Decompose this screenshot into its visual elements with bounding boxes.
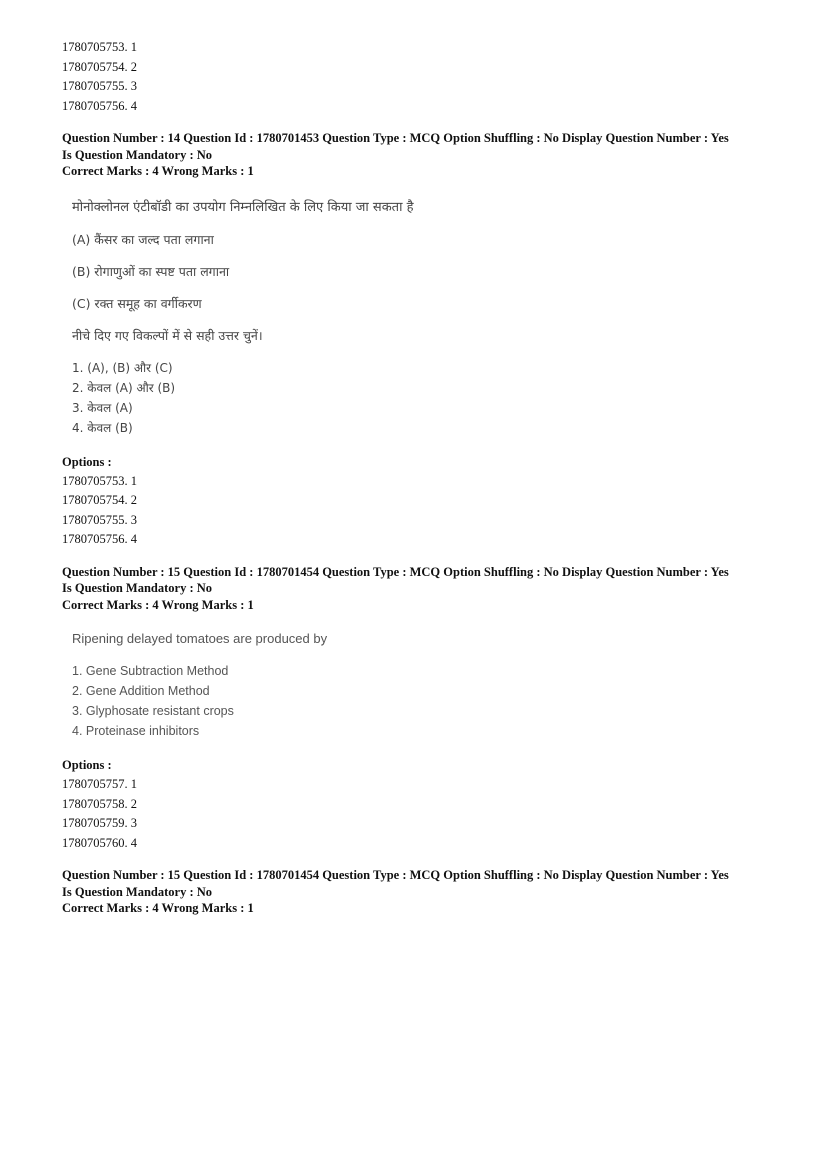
- option-line: 1780705760. 4: [62, 835, 137, 850]
- option-line: 1780705755. 3: [62, 79, 137, 93]
- option-line: 1780705756. 4: [62, 98, 137, 113]
- question-header: Question Number : 15 Question Id : 1780701454 Question Type : MCQ Option Shuffling : No Display Question Number : Yes: [62, 868, 729, 882]
- option-line: 1780705755. 3: [62, 512, 137, 527]
- answer-choice: 4. Proteinase inhibitors: [72, 724, 200, 738]
- statement-item: (B) रोगाणुओं का स्पष्ट पता लगाना: [72, 263, 230, 279]
- answer-choice: 2. केवल (A) और (B): [72, 380, 176, 395]
- option-line: 1780705754. 2: [62, 59, 137, 74]
- statement-item: (C) रक्त समूह का वर्गीकरण: [72, 295, 202, 311]
- options-label: Options :: [62, 758, 112, 772]
- question-instruction: नीचे दिए गए विकल्पों में से सही उत्तर चुनें।: [72, 327, 263, 343]
- document-page: [62, 38, 782, 917]
- option-line: 1780705753. 1: [62, 40, 137, 54]
- question-mandatory: Is Question Mandatory : No: [62, 581, 213, 595]
- question-mandatory: Is Question Mandatory : No: [62, 147, 213, 162]
- question-marks: Correct Marks : 4 Wrong Marks : 1: [62, 164, 254, 178]
- question-stem: Ripening delayed tomatoes are produced by: [72, 631, 328, 646]
- question-marks: Correct Marks : 4 Wrong Marks : 1: [62, 901, 254, 915]
- option-line: 1780705758. 2: [62, 796, 137, 811]
- options-label: Options :: [62, 454, 112, 469]
- question-image-hindi: [72, 198, 782, 438]
- option-line: 1780705756. 4: [62, 532, 137, 546]
- question-image-english: [72, 629, 782, 741]
- option-line: 1780705754. 2: [62, 493, 137, 507]
- question-15-repeat-block: [62, 867, 782, 917]
- answer-choice: 2. Gene Addition Method: [72, 684, 210, 698]
- question-14-block: [62, 130, 782, 550]
- answer-choice: 1. Gene Subtraction Method: [72, 664, 229, 678]
- option-line: 1780705759. 3: [62, 816, 137, 830]
- answer-choice: 1. (A), (B) और (C): [72, 360, 173, 375]
- answer-choices: [72, 358, 782, 438]
- option-line: 1780705757. 1: [62, 777, 137, 791]
- answer-choice: 3. केवल (A): [72, 400, 133, 415]
- option-line: 1780705753. 1: [62, 473, 137, 488]
- answer-choice: 4. केवल (B): [72, 420, 133, 435]
- question-header: Question Number : 14 Question Id : 1780701453 Question Type : MCQ Option Shuffling : No Display Question Number : Yes: [62, 131, 729, 145]
- question-header: Question Number : 15 Question Id : 1780701454 Question Type : MCQ Option Shuffling : No Display Question Number : Yes: [62, 564, 729, 579]
- question-15-block: [62, 564, 782, 854]
- question-mandatory: Is Question Mandatory : No: [62, 884, 213, 899]
- previous-question-options: [62, 38, 782, 116]
- question-marks: Correct Marks : 4 Wrong Marks : 1: [62, 597, 254, 612]
- answer-choice: 3. Glyphosate resistant crops: [72, 704, 234, 718]
- question-stem: मोनोक्लोनल एंटीबॉडी का उपयोग निम्नलिखित के लिए किया जा सकता है: [72, 199, 414, 215]
- statement-item: (A) कैंसर का जल्द पता लगाना: [72, 231, 214, 247]
